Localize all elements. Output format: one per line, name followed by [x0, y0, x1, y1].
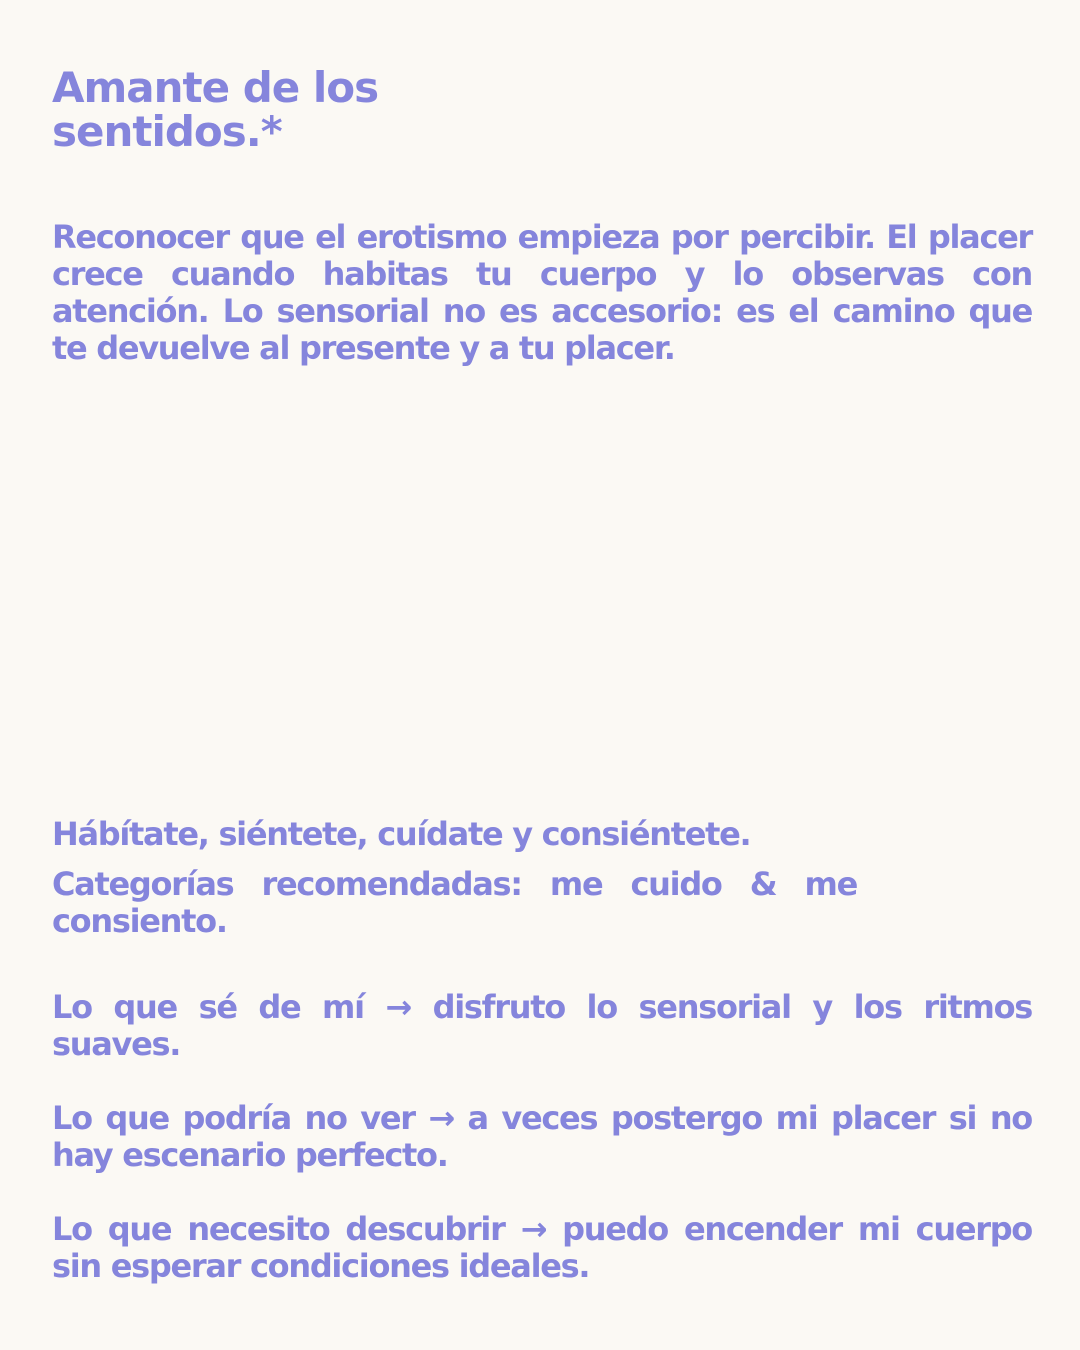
intro-paragraph: Reconocer que el erotismo empieza por percibir. El placer crece cuando habitas tu cuerpo y lo observas con atención. Lo sensorial no es accesorio: es el camino que te devuelve al presente y a tu placer.	[52, 218, 1032, 367]
page-title	[52, 63, 612, 156]
insight-what-i-might-not-see: Lo que podría no ver → a veces postergo mi placer si no hay escenario perfecto.	[52, 1099, 1032, 1174]
recommended-categories: Categorías recomendadas: me cuido & me consiento.	[52, 865, 857, 940]
tagline: Hábítate, siéntete, cuídate y consiéntete.	[52, 815, 751, 853]
insight-what-i-need-to-discover: Lo que necesito descubrir → puedo encender mi cuerpo sin esperar condiciones ideales.	[52, 1210, 1032, 1285]
title-line-1: Amante de los	[52, 63, 379, 112]
insight-what-i-know: Lo que sé de mí → disfruto lo sensorial y los ritmos suaves.	[52, 988, 1032, 1063]
title-line-2: sentidos.*	[52, 107, 282, 156]
